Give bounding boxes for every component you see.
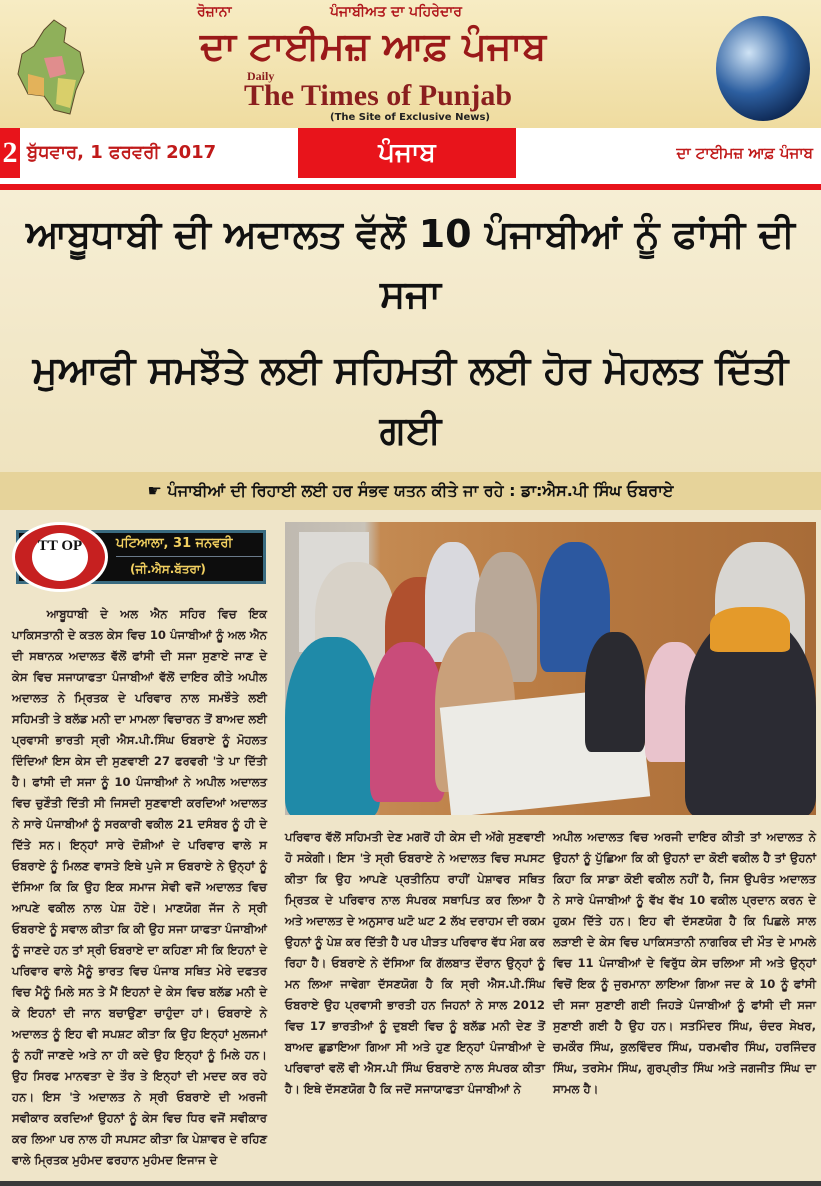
right-area bbox=[285, 522, 816, 1171]
daily-label: Daily bbox=[247, 69, 275, 83]
masthead-slogan: (The Site of Exclusive News) bbox=[330, 112, 490, 123]
subheadline: ☛ ਪੰਜਾਬੀਆਂ ਦੀ ਰਿਹਾਈ ਲਈ ਹਰ ਸੰਭਵ ਯਤਨ ਕੀਤੇ ਜਾ ਰਹੇ : ਡਾ:ਐਸ.ਪੀ ਸਿੰਘ ਓਬਰਾਏ bbox=[0, 472, 821, 510]
masthead-title-punjabi: ਦਾ ਟਾਈਮਜ਼ ਆਫ਼ ਪੰਜਾਬ bbox=[200, 24, 547, 68]
daily-label-punjabi: ਰੋਜ਼ਾਨਾ bbox=[197, 4, 232, 20]
logo-initials: TT OP bbox=[32, 533, 88, 581]
reporter-name: (ਜੀ.ਐਸ.ਬੱਤਰਾ) bbox=[130, 562, 206, 576]
dateline: ਪਟਿਆਲਾ, 31 ਜਨਵਰੀ bbox=[116, 536, 233, 551]
headline-line-1: ਆਬੂਧਾਬੀ ਦੀ ਅਦਾਲਤ ਵੱਲੋਂ 10 ਪੰਜਾਬੀਆਂ ਨੂੰ ਫਾਂਸੀ ਦੀ ਸਜਾ bbox=[26, 212, 795, 316]
byline bbox=[12, 522, 267, 592]
issue-date: ਬੁੱਧਵਾਰ, 1 ਫਰਵਰੀ 2017 bbox=[27, 142, 217, 163]
brand-label: ਦਾ ਟਾਈਮਜ਼ ਆਫ਼ ਪੰਜਾਬ bbox=[676, 144, 813, 162]
globe-icon bbox=[716, 16, 810, 121]
times-of-punjab-logo bbox=[12, 522, 108, 592]
article-column-3: ਅਪੀਲ ਅਦਾਲਤ ਵਿਚ ਅਰਜੀ ਦਾਇਰ ਕੀਤੀ ਤਾਂ ਅਦਾਲਤ ਨੇ ਉਹਨਾਂ ਨੂੰ ਪੁੱਛਿਆ ਕਿ ਕੀ ਉਹਨਾਂ ਦਾ ਕੋਈ ਵਕੀਲ ਹੈ ਤਾਂ ਉਹਨਾਂ ਕਿਹਾ ਕਿ ਸਾਡਾ ਕੋਈ ਵਕੀਲ ਨਹੀਂ ਹੈ, ਜਿਸ ਉਪਰੰਤ ਅਦਾਲਤ ਨੇ ਸਾਰੇ ਪੰਜਾਬੀਆਂ ਨੂੰ ਵੱਖ ਵੱਖ 10 ਵਕੀਲ ਪ੍ਰਦਾਨ ਕਰਨ ਦੇ ਹੁਕਮ ਦਿੱਤੇ ਹਨ। ਇਹ ਵੀ ਦੱਸਣਯੋਗ ਹੈ ਕਿ ਪਿਛਲੇ ਸਾਲ ਲੜਾਈ ਦੇ ਕੇਸ ਵਿਚ ਪਾਕਿਸਤਾਨੀ ਨਾਗਰਿਕ ਦੀ ਮੌਤ ਦੇ ਮਾਮਲੇ ਵਿਚ 11 ਪੰਜਾਬੀਆਂ ਦੇ ਵਿਰੁੱਧ ਕੇਸ ਚਲਿਆ ਸੀ ਅਤੇ ਉਨ੍ਹਾਂ ਵਿਚੋਂ ਇਕ ਨੂੰ ਜੁਰਮਾਨਾ ਲਾਇਆ ਗਿਆ ਜਦ ਕੇ 10 ਨੂੰ ਫਾਂਸੀ ਦੀ ਸਜਾ ਸੁਣਾਈ ਗਈ ਜਿਹੜੇ ਪੰਜਾਬੀਆਂ ਨੂੰ ਫਾਂਸੀ ਦੀ ਸਜਾ ਸੁਣਾਈ ਗਈ ਹੈ ਉਹ ਹਨ। ਸਤਮਿੰਦਰ ਸਿੰਘ, ਚੰਦਰ ਸੇਖਰ, ਚਮਕੌਰ ਸਿੰਘ, ਕੁਲਵਿੰਦਰ ਸਿੰਘ, ਧਰਮਵੀਰ ਸਿੰਘ, ਹਰਜਿੰਦਰ ਸਿੰਘ, ਤਰਸੇਮ ਸਿੰਘ, ਗੁਰਪ੍ਰੀਤ ਸਿੰਘ ਅਤੇ ਜਗਜੀਤ ਸਿੰਘ ਦਾ ਸਾਮਲ ਹੈ। bbox=[553, 830, 816, 1096]
punjab-map-icon bbox=[14, 18, 94, 118]
page-number: 2 bbox=[0, 128, 20, 178]
headline-line-2: ਮੁਆਫੀ ਸਮਝੌਤੇ ਲਈ ਸਹਿਮਤੀ ਲਈ ਹੋਰ ਮੋਹਲਤ ਦਿੱਤੀ ਗਈ bbox=[32, 348, 789, 452]
article-column-1: ਆਬੂਧਾਬੀ ਦੇ ਅਲ ਐਨ ਸਹਿਰ ਵਿਚ ਇਕ ਪਾਕਿਸਤਾਨੀ ਦੇ ਕਤਲ ਕੇਸ ਵਿਚ 10 ਪੰਜਾਬੀਆਂ ਨੂੰ ਅਲ ਐਨ ਦੀ ਸਥਾਨਕ ਅਦਾਲਤ ਵੱਲੋਂ ਫਾਂਸੀ ਦੀ ਸਜਾ ਸੁਣਾਏ ਜਾਣ ਦੇ ਕੇਸ ਵਿਚ ਸਜਾਯਾਫਤਾ ਪੰਜਾਬੀਆਂ ਵੱਲੋਂ ਦਾਇਰ ਕੀਤੇ ਅਪੀਲ ਅਦਾਲਤ ਨੇ ਮ੍ਰਿਤਕ ਦੇ ਪਰਿਵਾਰ ਨਾਲ ਸਮਝੌਤੇ ਲਈ ਸਹਿਮਤੀ ਤੇ ਬਲੱਡ ਮਨੀ ਦਾ ਮਾਮਲਾ ਵਿਚਾਰਨ ਤੋਂ ਬਾਅਦ ਲਈ ਪ੍ਰਵਾਸੀ ਭਾਰਤੀ ਸ੍ਰੀ ਐਸ.ਪੀ.ਸਿੰਘ ਓਬਰਾਏ ਨੂੰ ਮੋਹਲਤ ਦਿੰਦਿਆਂ ਇਸ ਕੇਸ ਦੀ ਸੁਣਵਾਈ 27 ਫਰਵਰੀ 'ਤੇ ਪਾ ਦਿੱਤੀ ਹੈ। ਫਾਂਸੀ ਦੀ ਸਜਾ ਨੂੰ 10 ਪੰਜਾਬੀਆਂ ਨੇ ਅਪੀਲ ਅਦਾਲਤ ਵਿਚ ਚੁਣੌਤੀ ਦਿੱਤੀ ਸੀ ਜਿਸਦੀ ਸੁਣਵਾਈ ਕਰਦਿਆਂ ਅਦਾਲਤ ਨੇ ਸਾਰੇ ਪੰਜਾਬੀਆਂ ਨੂੰ ਸਰਕਾਰੀ ਵਕੀਲ 21 ਦਸੰਬਰ ਨੂੰ ਹੀ ਦੇ ਦਿੱਤੇ ਸਨ। ਇਨ੍ਹਾਂ ਸਾਰੇ ਦੋਸ਼ੀਆਂ ਦੇ ਪਰਿਵਾਰ ਵਾਲੇ ਸ ਓਬਰਾਏ ਨੂੰ ਮਿਲਣ ਵਾਸਤੇ ਇਥੇ ਪੁਜੇ ਸ ਓਬਰਾਏ ਨੇ ਉਨ੍ਹਾਂ ਨੂੰ ਦੱਸਿਆ ਕਿ ਕਿ ਉਹ ਇਕ ਸਮਾਜ ਸੇਵੀ ਵਜੋਂ ਅਦਾਲਤ ਵਿਚ ਆਪਣੇ ਵਕੀਲ ਨਾਲ ਪੇਸ਼ ਹੋਏ। ਮਾਣਯੋਗ ਜੱਜ ਨੇ ਸ੍ਰੀ ਓਬਰਾਏ ਨੂੰ ਸਵਾਲ ਕੀਤਾ ਕਿ ਕੀ ਉਹ ਸਜਾ ਯਾਫਤਾ ਪੰਜਾਬੀਆਂ ਨੂੰ ਜਾਣਦੇ ਹਨ ਤਾਂ ਸ੍ਰੀ ਓਬਰਾਏ ਦਾ ਕਹਿਣਾ ਸੀ ਕਿ ਇਹਨਾਂ ਦੇ ਪਰਿਵਾਰ ਵਾਲੇ ਮੈਨੂੰ ਭਾਰਤ ਵਿਚ ਪੰਜਾਬ ਸਥਿਤ ਮੇਰੇ ਦਫਤਰ ਵਿਚ ਮੈਨੂੰ ਮਿਲੇ ਸਨ ਤੇ ਮੈਂ ਇਹਨਾਂ ਦੇ ਕੇਸ ਵਿਚ ਬਲੱਡ ਮਨੀ ਦੇ ਕੇ ਇਹਨਾਂ ਦੀ ਜਾਨ ਬਚਾਉਣਾ ਚਾਹੁੰਦਾ ਹਾਂ। ਓਬਰਾਏ ਨੇ ਅਦਾਲਤ ਨੂੰ ਇਹ ਵੀ ਸਪਸ਼ਟ ਕੀਤਾ ਕਿ ਉਹ ਇਨ੍ਹਾਂ ਮੁਲਜਮਾਂ ਨੂੰ ਨਹੀਂ ਜਾਣਦੇ ਅਤੇ ਨਾ ਹੀ ਕਦੇ ਉਹ ਇਨ੍ਹਾਂ ਨੂੰ ਮਿਲੇ ਹਨ। ਉਹ ਸਿਰਫ ਮਾਨਵਤਾ ਦੇ ਤੌਰ ਤੇ ਇਨ੍ਹਾਂ ਦੀ ਮਦਦ ਕਰ ਰਹੇ ਹਨ। ਇਸ 'ਤੇ ਅਦਾਲਤ ਨੇ ਸ੍ਰੀ ਓਬਰਾਏ ਦੀ ਅਰਜੀ ਸਵੀਕਾਰ ਕਰਦਿਆਂ ਉਹਨਾਂ ਨੂੰ ਕੇਸ ਵਿਚ ਧਿਰ ਵਜੋਂ ਸਵੀਕਾਰ ਕਰ ਲਿਆ ਪਰ ਨਾਲ ਹੀ ਸਪਸਟ ਕੀਤਾ ਕਿ ਪੇਸ਼ਾਵਰ ਦੇ ਰਹਿਣ ਵਾਲੇ ਮ੍ਰਿਤਕ ਮੁਹੰਮਦ ਫਰਹਾਨ ਮੁਹੰਮਦ ਇਜਾਜ ਦੇ bbox=[12, 607, 267, 1167]
byline-divider bbox=[116, 556, 262, 557]
news-photo bbox=[285, 522, 816, 815]
article-column-2: ਪਰਿਵਾਰ ਵੱਲੋਂ ਸਹਿਮਤੀ ਦੇਣ ਮਗਰੋਂ ਹੀ ਕੇਸ ਦੀ ਅੱਗੇ ਸੁਣਵਾਈ ਹੋ ਸਕੇਗੀ। ਇਸ 'ਤੇ ਸ੍ਰੀ ਓਬਰਾਏ ਨੇ ਅਦਾਲਤ ਵਿਚ ਸਪਸਟ ਕੀਤਾ ਕਿ ਉਹ ਆਪਣੇ ਪ੍ਰਤੀਨਿਧ ਰਾਹੀਂ ਪੇਸ਼ਾਵਰ ਸਥਿਤ ਮ੍ਰਿਤਕ ਦੇ ਪਰਿਵਾਰ ਨਾਲ ਸੰਪਰਕ ਸਥਾਪਿਤ ਕਰ ਲਿਆ ਹੈ ਅਤੇ ਅਦਾਲਤ ਦੇ ਅਨੁਸਾਰ ਘਟੋ ਘਟ 2 ਲੱਖ ਦਰਾਹਮ ਦੀ ਰਕਮ ਉਹਨਾਂ ਨੂੰ ਪੇਸ਼ ਕਰ ਦਿੱਤੀ ਹੈ ਪਰ ਪੀੜਤ ਪਰਿਵਾਰ ਵੱਧ ਮੰਗ ਕਰ ਰਿਹਾ ਹੈ। ਓਬਰਾਏ ਨੇ ਦੱਸਿਆ ਕਿ ਗੱਲਬਾਤ ਦੌਰਾਨ ਉਨ੍ਹਾਂ ਨੂੰ ਮਨ ਲਿਆ ਜਾਵੇਗਾ ਦੱਸਣਯੋਗ ਹੈ ਕਿ ਸ੍ਰੀ ਐਸ.ਪੀ.ਸਿੰਘ ਓਬਰਾਏ ਉਹ ਪ੍ਰਵਾਸੀ ਭਾਰਤੀ ਹਨ ਜਿਹਨਾਂ ਨੇ ਸਾਲ 2012 ਵਿਚ 17 ਭਾਰਤੀਆਂ ਨੂੰ ਦੁਬਈ ਵਿਚ ਨੂੰ ਬਲੱਡ ਮਨੀ ਦੇਣ ਤੋਂ ਬਾਅਦ ਛੁਡਾਇਆ ਗਿਆ ਸੀ ਅਤੇ ਹੁਣ ਇਨ੍ਹਾਂ ਪੰਜਾਬੀਆਂ ਦੇ ਪਰਿਵਾਰਾਂ ਵਲੋਂ ਵੀ ਐਸ.ਪੀ ਸਿੰਘ ਓਬਰਾਏ ਨਾਲ ਸੰਪਰਕ ਕੀਤਾ ਹੈ। ਇਥੇ ਦੱਸਣਯੋਗ ਹੈ ਕਿ ਜਦੋਂ ਸਜਾਯਾਫਤਾ ਪੰਜਾਬੀਆਂ ਨੇ bbox=[285, 830, 545, 1096]
headline-block bbox=[0, 190, 821, 472]
masthead bbox=[0, 0, 821, 128]
bottom-rule bbox=[0, 1181, 821, 1186]
masthead-title-english: The Times of Punjab bbox=[244, 79, 513, 112]
left-column bbox=[12, 522, 267, 1171]
page-info-bar bbox=[0, 128, 821, 190]
tagline: ਪੰਜਾਬੀਅਤ ਦਾ ਪਹਿਰੇਦਾਰ bbox=[330, 4, 462, 20]
section-label: ਪੰਜਾਬ bbox=[298, 128, 516, 178]
article-body bbox=[0, 510, 821, 1177]
lower-columns bbox=[285, 827, 816, 1100]
